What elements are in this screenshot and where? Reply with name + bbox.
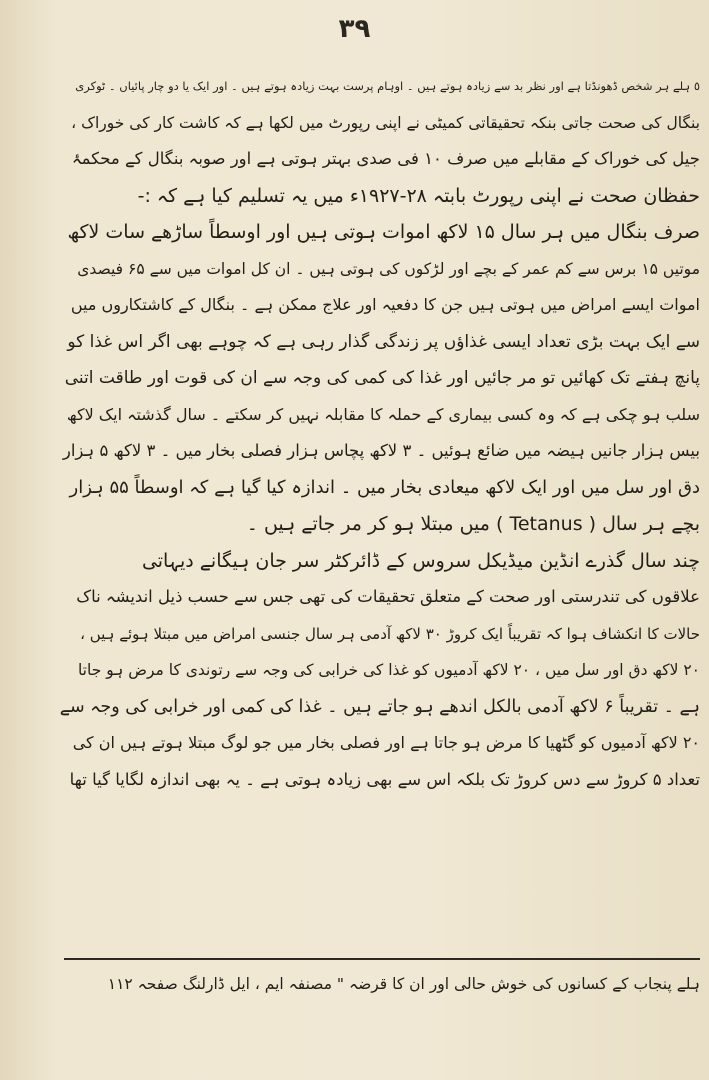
quote-line: موتیں ۱۵ برس سے کم عمر کے بچے اور لڑکوں کی ہوتی ہیں ۔ ان کل اموات میں سے ۶۵ فیصدی xyxy=(77,259,700,278)
page-body xyxy=(60,68,700,798)
text-line: ۲۰ لاکھ آدمیوں کو گٹھیا کا مرض ہو جاتا ہے اور فصلی بخار میں جو لوگ مبتلا ہوتے ہیں ان کی xyxy=(72,733,700,752)
quote-line: صرف بنگال میں ہر سال ۱۵ لاکھ اموات ہوتی ہیں اور اوسطاً ساڑھے سات لاکھ xyxy=(67,221,700,243)
quote-line: سے ایک بہت بڑی تعداد ایسی غذاؤں پر زندگی گذار رہی ہے کہ چوہے بھی اگر اس غذا کو xyxy=(67,331,700,352)
quote-line: اموات ایسے امراض میں ہوتی ہیں جن کا دفعیہ اور علاج ممکن ہے ۔ بنگال کے کاشتکاروں میں xyxy=(70,295,700,314)
text-line: ۲۰ لاکھ دق اور سل میں ، ۲۰ لاکھ آدمیوں کو غذا کی خرابی کی وجہ سے رتوندی کا مرض ہو جاتا xyxy=(77,661,700,679)
quote-line: سلب ہو چکی ہے کہ وہ کسی بیماری کے حملہ کا مقابلہ نہیں کر سکتے ۔ سال گذشتہ ایک لاکھ xyxy=(66,404,700,424)
text-line: حالات کا انکشاف ہوا کہ تقریباً ایک کروڑ ۳۰ لاکھ آدمی ہر سال جنسی امراض میں مبتلا ہوئے ہیں ، xyxy=(80,624,700,643)
footnote-divider xyxy=(64,958,700,960)
quote-line: دق اور سل میں اور ایک لاکھ میعادی بخار میں ۔ اندازہ کیا گیا ہے کہ اوسطاً ۵۵ ہزار xyxy=(69,476,700,498)
text-line: تعداد ۵ کروڑ سے دس کروڑ تک بلکہ اس سے بھی زیادہ ہوتی ہے ۔ یہ بھی اندازہ لگایا گیا تھا xyxy=(69,769,700,789)
text-line: چند سال گذرے انڈین میڈیکل سروس کے ڈائرکٹر سر جان ہیگانے دیہاتی xyxy=(141,549,700,572)
quote-line: بچے ہر سال ( Tetanus ) میں مبتلا ہو کر مر جاتے ہیں ۔ xyxy=(246,513,700,535)
text-line: ہے ۔ تقریباً ۶ لاکھ آدمی بالکل اندھے ہو جاتے ہیں ۔ غذا کی کمی اور خرابی کی وجہ سے xyxy=(60,696,700,717)
quote-line: پانچ ہفتے تک کھائیں تو مر جائیں اور غذا کی کمی کی وجہ سے ان کی قوت اور طاقت اتنی xyxy=(64,368,700,388)
text-line: ٥ ہلے ہر شخص ڈھونڈتا ہے اور نظر بد سے زیادہ ہوتے ہیں ۔ اوہام پرست بہت زیادہ ہوتے ہیں ۔ اور ایک یا دو چار پائیاں ۔ ٹوکری xyxy=(75,79,700,93)
page-number: ٣٩ xyxy=(338,14,371,44)
footnote: ہلے پنجاب کے کسانوں کی خوش حالی اور ان کا قرضہ " مصنفہ ایم ، ایل ڈارلنگ صفحہ ۱۱۲ xyxy=(107,975,700,993)
text-line: جیل کی خوراک کے مقابلے میں صرف ۱۰ فی صدی بہتر ہوتی ہے اور صوبہ بنگال کے محکمۂ xyxy=(71,149,700,168)
text-line: علاقوں کی تندرستی اور صحت کے متعلق تحقیقات کی تھی جس سے حسب ذیل اندیشہ ناک xyxy=(76,587,700,606)
quote-line: بیس ہزار جانیں ہیضہ میں ضائع ہوئیں ۔ ۳ لاکھ پچاس ہزار فصلی بخار میں ۔ ۳ لاکھ ۵ ہزار xyxy=(62,441,700,460)
text-line: بنگال کی صحت جاتی بنکہ تحقیقاتی کمیٹی نے اپنی رپورٹ میں لکھا ہے کہ کاشت کار کی خوراک ، xyxy=(71,113,700,132)
text-line: حفظان صحت نے اپنی رپورٹ بابتہ ۲۸-۱۹۲۷ء میں یہ تسلیم کیا ہے کہ :- xyxy=(137,184,700,207)
